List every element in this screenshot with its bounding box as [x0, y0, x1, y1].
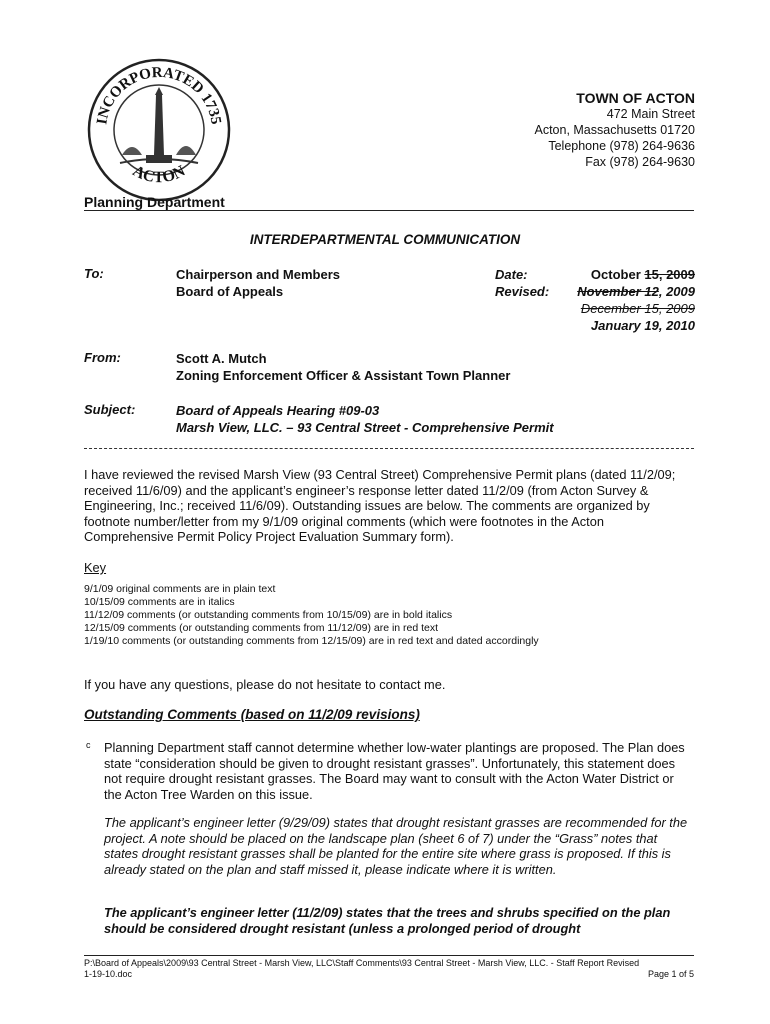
town-name: TOWN OF ACTON — [576, 90, 695, 106]
revised-date-1-struck: November 12 — [577, 284, 659, 299]
key-heading: Key — [84, 560, 107, 575]
memo-title: INTERDEPARTMENTAL COMMUNICATION — [249, 232, 521, 247]
town-address-block — [534, 90, 695, 170]
svg-text:ACTON — [130, 162, 189, 186]
town-seal — [84, 55, 234, 205]
date-prefix: October — [590, 267, 645, 282]
key-item: 10/15/09 comments are in italics — [84, 596, 235, 608]
original-date — [577, 266, 695, 283]
from-line-2: Zoning Enforcement Officer & Assistant Town Planner — [176, 368, 511, 383]
town-street: 472 Main Street — [606, 107, 695, 121]
town-city: Acton, Massachusetts 01720 — [534, 123, 695, 137]
town-fax: Fax (978) 264-9630 — [585, 155, 695, 169]
revised-label: Revised: — [495, 284, 550, 299]
to-label: To: — [84, 266, 104, 281]
page-number: Page 1 of 5 — [647, 969, 694, 979]
key-list — [84, 583, 539, 648]
footer-rule — [84, 955, 694, 956]
key-item: 11/12/09 comments (or outstanding comments from 10/15/09) are in bold italics — [84, 609, 453, 621]
comment-paragraph-2: The applicant’s engineer letter (9/29/09) states that drought resistant grasses are recommended for the project. A note should be placed on the landscape plan (sheet 6 of 7) under the “Grass” notes that states drought resistant grasses shall be planted for the entire site where grass is proposed. If this is already stated on the plan and staff missed it, please indicate where it is written. — [104, 815, 688, 877]
revised-date-1 — [577, 283, 695, 300]
from-label: From: — [84, 350, 121, 365]
revised-date-1-rest: , 2009 — [658, 284, 695, 299]
comment-paragraph-1: Planning Department staff cannot determine whether low-water plantings are proposed. The Plan does state “consideration should be given to drought resistant grasses”. Unfortunately, this statement does not require drought resistant grasses. The Board may want to consult with the Acton Water District or the Acton Tree Warden on this issue. — [104, 740, 685, 802]
subject-label: Subject: — [84, 402, 136, 417]
date-values — [577, 266, 695, 334]
revised-date-3: January 19, 2010 — [590, 318, 695, 333]
date-label: Date: — [495, 267, 528, 282]
date-struck: 15, 2009 — [644, 267, 695, 282]
footer-path: P:\Board of Appeals\2009\93 Central Street - Marsh View, LLC\Staff Comments\93 Central Street - Marsh View, LLC. - Staff Report Revised 1-19-10.doc — [84, 958, 640, 979]
to-line-1: Chairperson and Members — [176, 267, 340, 282]
seal-bottom-text: ACTON — [129, 162, 189, 187]
key-item: 9/1/09 original comments are in plain text — [84, 583, 276, 595]
key-item: 12/15/09 comments (or outstanding comments from 11/12/09) are in red text — [84, 622, 439, 634]
to-line-2: Board of Appeals — [176, 284, 284, 299]
department-name: Planning Department — [84, 194, 225, 210]
bullet-marker: c — [86, 740, 91, 750]
from-line-1: Scott A. Mutch — [176, 351, 267, 366]
subject-text — [176, 402, 554, 436]
key-item: 1/19/10 comments (or outstanding comments from 12/15/09) are in red text and dated accordingly — [84, 635, 539, 647]
town-telephone: Telephone (978) 264-9636 — [548, 139, 695, 153]
date-labels — [495, 266, 549, 300]
subject-line-1: Board of Appeals Hearing #09-03 — [176, 403, 380, 418]
header-rule — [84, 210, 694, 211]
to-recipient — [176, 266, 340, 300]
outstanding-heading: Outstanding Comments (based on 11/2/09 revisions) — [84, 707, 420, 722]
questions-line: If you have any questions, please do not hesitate to contact me. — [84, 677, 446, 692]
subject-line-2: Marsh View, LLC. – 93 Central Street - Comprehensive Permit — [176, 420, 554, 435]
from-sender — [176, 350, 510, 384]
comment-paragraph-3: The applicant’s engineer letter (11/2/09) states that the trees and shrubs specified on the plan should be considered drought resistant (unless a prolonged period of drought — [104, 905, 671, 936]
seal-top-text: INCORPORATED 1735 — [94, 64, 224, 126]
subject-divider — [84, 448, 694, 449]
revised-date-2: December 15, 2009 — [580, 301, 695, 316]
intro-paragraph: I have reviewed the revised Marsh View (93 Central Street) Comprehensive Permit plans (dated 11/2/09; received 11/6/09) and the applicant’s engineer’s response letter dated 11/2/09 (from Acton Survey & Engineering, Inc.; received 11/6/09). Outstanding issues are below. The comments are organized by footnote number/letter from my 9/1/09 original comments (which were footnotes in the Acton Comprehensive Permit Policy Project Evaluation Summary form). — [84, 467, 676, 544]
footer — [84, 958, 694, 980]
